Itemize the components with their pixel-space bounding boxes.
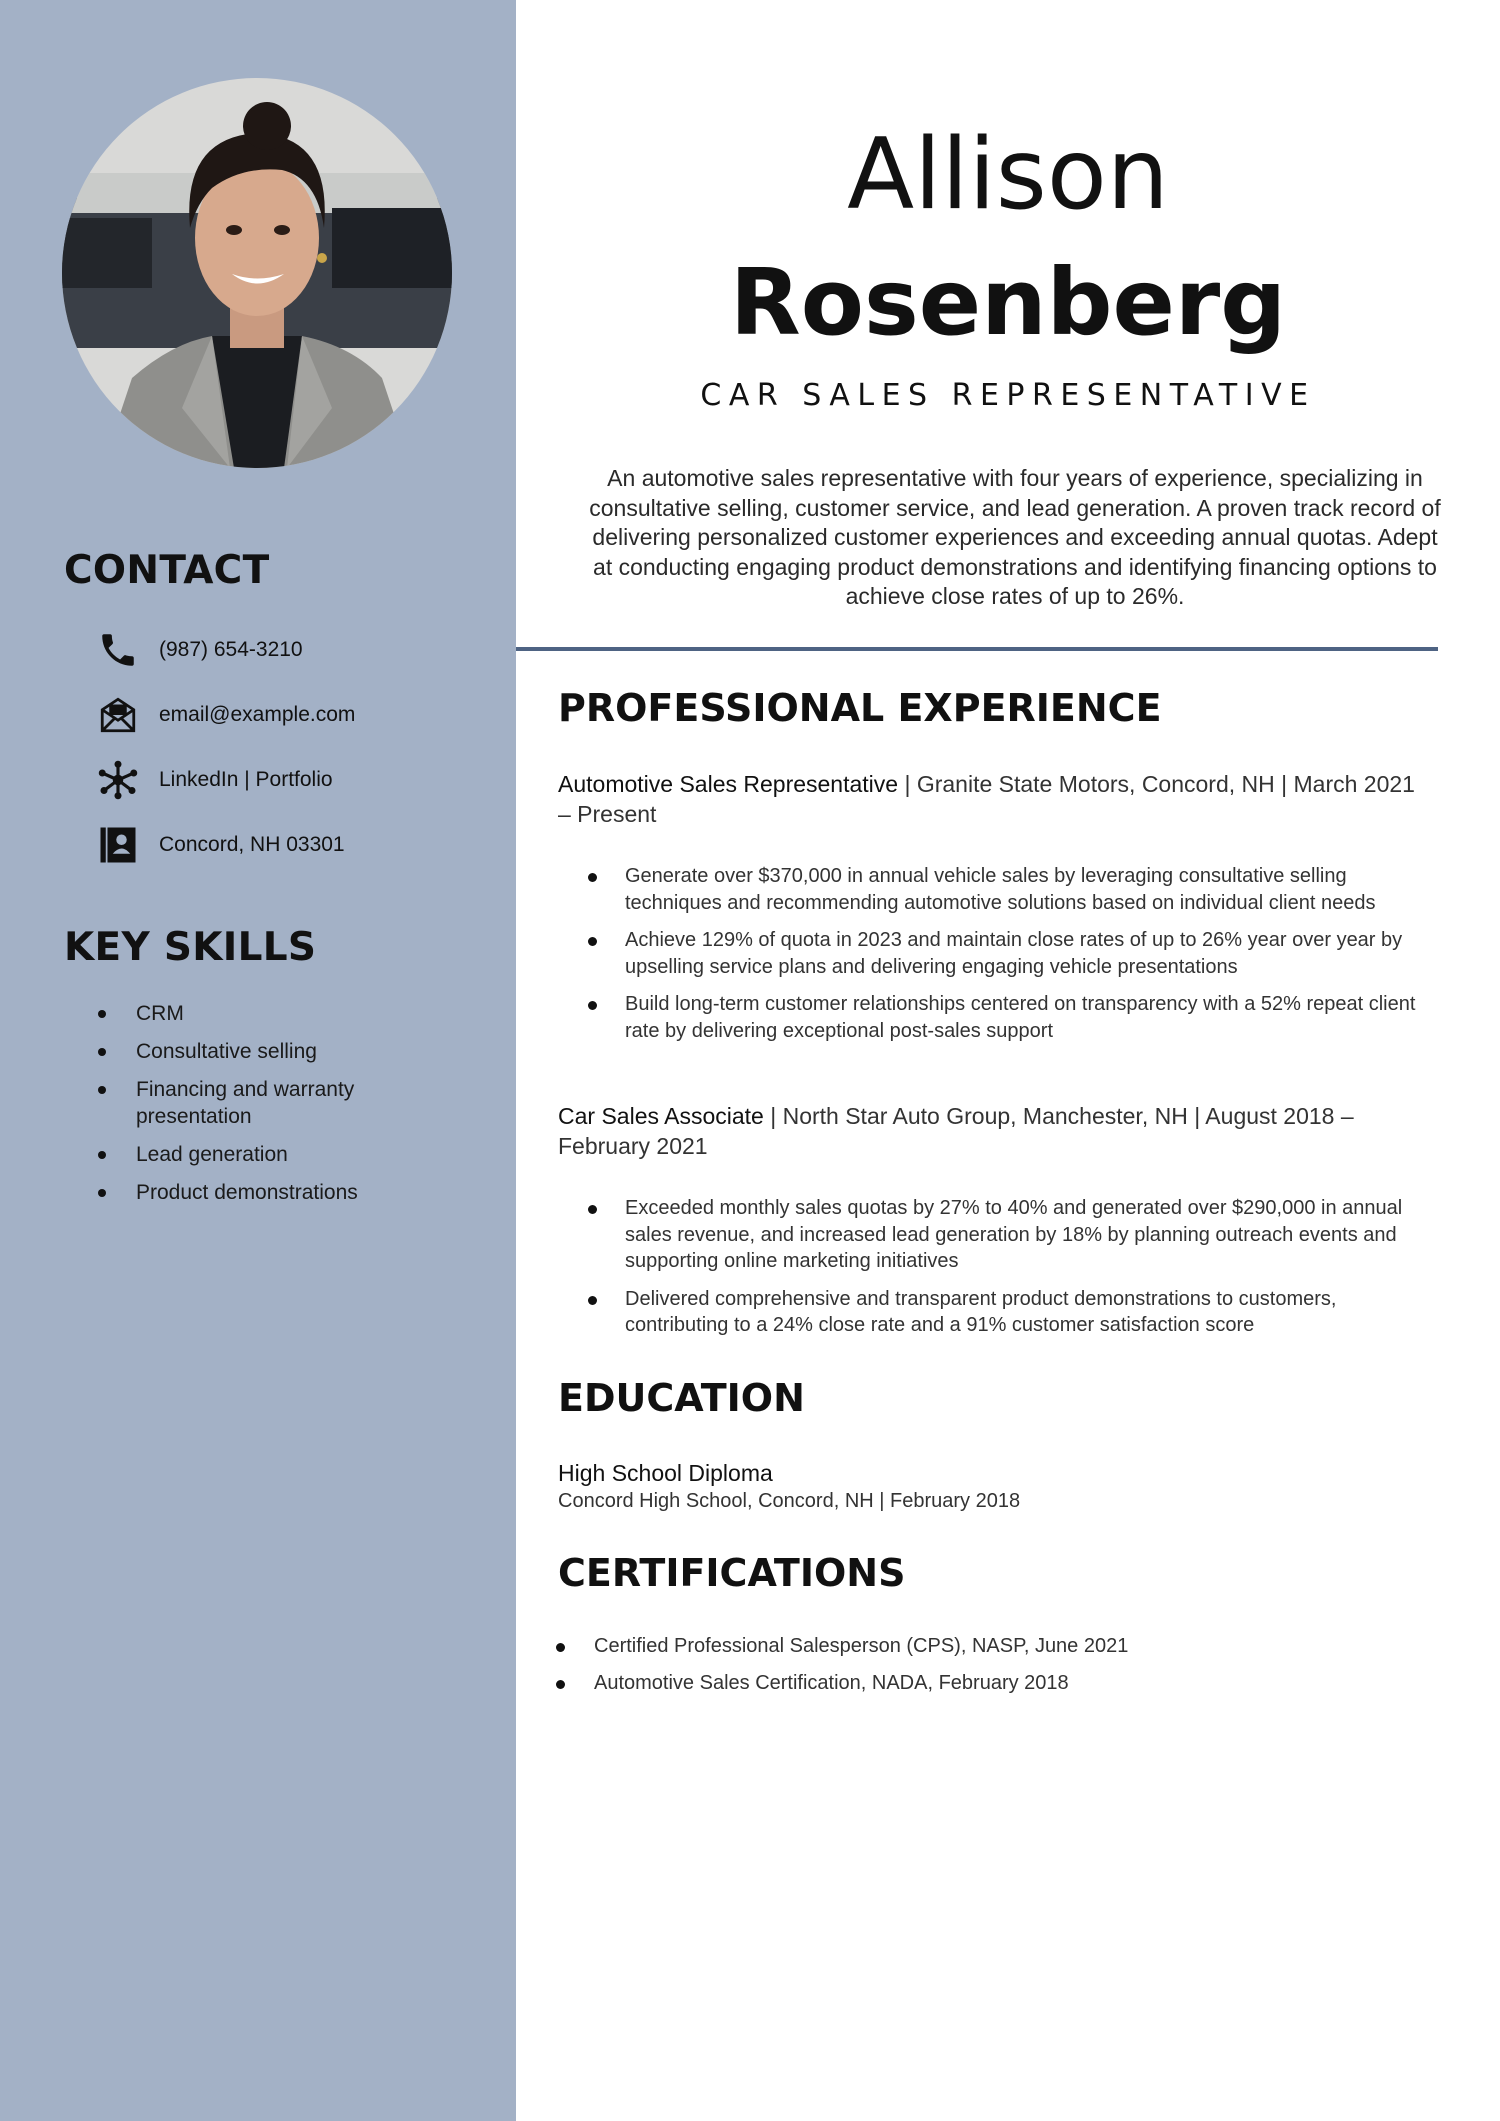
skill-item: Lead generation — [96, 1141, 496, 1168]
certifications-heading: CERTIFICATIONS — [558, 1551, 906, 1595]
skill-item: CRM — [96, 1000, 496, 1027]
job-2-header — [558, 1101, 1418, 1161]
education-degree: High School Diploma — [558, 1460, 773, 1486]
certification-item: Automotive Sales Certification, NADA, February 2018 — [556, 1670, 1416, 1696]
education-entry — [558, 1459, 1418, 1514]
job-bullet: Achieve 129% of quota in 2023 and maintain close rates of up to 26% year over year by upselling service plans and delivering engaging vehicle presentations — [588, 927, 1428, 980]
job-2-details: | North Star Auto Group, Manchester, NH | August 2018 – February 2021 — [558, 1103, 1354, 1159]
section-divider — [516, 647, 1438, 651]
links-text[interactable]: LinkedIn | Portfolio — [159, 768, 333, 791]
first-name: Allison — [847, 118, 1169, 232]
certifications-list — [556, 1633, 1416, 1707]
address-book-icon — [96, 823, 140, 867]
contact-email — [96, 693, 355, 737]
experience-heading: PROFESSIONAL EXPERIENCE — [558, 686, 1162, 730]
job-bullet: Generate over $370,000 in annual vehicle sales by leveraging consultative selling techniques and recommending automotive solutions based on individual client needs — [588, 863, 1428, 916]
network-icon — [96, 758, 140, 802]
job-bullet: Build long-term customer relationships centered on transparency with a 52% repeat client rate by delivering exceptional post-sales support — [588, 991, 1428, 1044]
job-title: CAR SALES REPRESENTATIVE — [700, 378, 1316, 413]
education-school: Concord High School, Concord, NH | February 2018 — [558, 1490, 1021, 1512]
phone-icon — [96, 628, 140, 672]
skills-heading: KEY SKILLS — [64, 925, 317, 970]
skill-item: Product demonstrations — [96, 1179, 496, 1206]
summary-paragraph: An automotive sales representative with four years of experience, specializing in consultative selling, customer service, and lead generation. A proven track record of delivering personalized customer experiences and exceeding annual quotas. Adept at conducting engaging product demonstrations and identifying financing options to achieve close rates of up to 26%. — [589, 465, 1441, 609]
email-icon — [96, 693, 140, 737]
address-text: Concord, NH 03301 — [159, 833, 345, 856]
certification-item: Certified Professional Salesperson (CPS), NASP, June 2021 — [556, 1633, 1416, 1659]
contact-phone — [96, 628, 303, 672]
profile-photo — [62, 78, 452, 468]
contact-address — [96, 823, 345, 867]
job-1-header — [558, 769, 1418, 829]
education-heading: EDUCATION — [558, 1376, 805, 1420]
email-text[interactable]: email@example.com — [159, 703, 356, 726]
profile-photo-illustration — [62, 78, 452, 468]
sidebar — [0, 0, 516, 2121]
job-2-bullets — [588, 1195, 1428, 1350]
job-2-role: Car Sales Associate — [558, 1103, 764, 1129]
skills-list — [96, 1000, 496, 1217]
phone-text[interactable]: (987) 654-3210 — [159, 638, 303, 661]
job-1-details: | Granite State Motors, Concord, NH | March 2021 – Present — [558, 771, 1415, 827]
skill-item: Consultative selling — [96, 1038, 496, 1065]
contact-heading: CONTACT — [64, 548, 270, 593]
job-bullet: Delivered comprehensive and transparent product demonstrations to customers, contributing to a 24% close rate and a 91% customer satisfaction score — [588, 1286, 1428, 1339]
skill-item: Financing and warranty presentation — [96, 1076, 376, 1130]
job-bullet: Exceeded monthly sales quotas by 27% to 40% and generated over $290,000 in annual sales revenue, and increased lead generation by 18% by planning outreach events and supporting online marketing initiatives — [588, 1195, 1428, 1275]
job-1-bullets — [588, 863, 1428, 1055]
contact-links — [96, 758, 333, 802]
last-name: Rosenberg — [729, 249, 1287, 356]
job-1-role: Automotive Sales Representative — [558, 771, 899, 797]
